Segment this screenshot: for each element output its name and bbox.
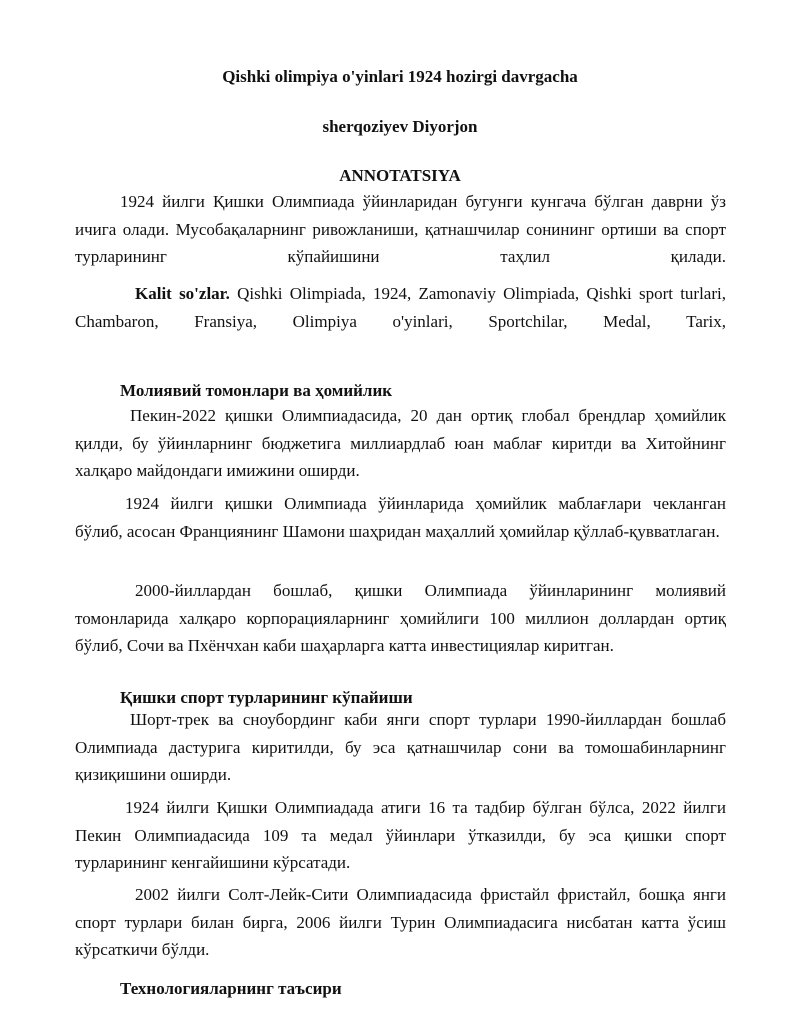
keywords-paragraph bbox=[75, 280, 726, 335]
document-title: Qishki olimpiya o'yinlari 1924 hozirgi davrgacha bbox=[222, 67, 578, 86]
finance-paragraph-1: Пекин-2022 қишки Олимпиадасида, 20 дан ортиқ глобал брендлар ҳомийлик қилди, бу ўйинларнинг бюджетига миллиардлаб юан маблағ киритди ва Хитойнинг халқаро майдондаги имижини оширди. bbox=[75, 406, 726, 480]
abstract-paragraph: 1924 йилги Қишки Олимпиада ўйинларидан бугунги кунгача бўлган даврни ўз ичига олади. Мусобақаларнинг ривожланиши, қатнашчилар сонининг ортиши ва спорт турларининг кўпайишини таҳлил қилади. bbox=[75, 192, 726, 266]
section-heading-sports-growth: Қишки спорт турларининг кўпайиши bbox=[120, 688, 413, 707]
document-author: sherqoziyev Diyorjon bbox=[322, 117, 478, 136]
sports-paragraph-3: 2002 йилги Солт-Лейк-Сити Олимпиадасида фристайл фристайл, бошқа янги спорт турлари билан бирга, 2006 йилги Турин Олимпиадасига нисбатан катта ўсиш кўрсаткичи бўлди. bbox=[75, 885, 726, 959]
annotation-heading: ANNOTATSIYA bbox=[339, 166, 461, 185]
finance-paragraph-2: 1924 йилги қишки Олимпиада ўйинларида ҳомийлик маблағлари чекланган бўлиб, асосан Франциянинг Шамони шаҳридан маҳаллий ҳомийлар қўллаб-қувватлаган. bbox=[75, 494, 726, 541]
keywords-label: Kalit so'zlar. bbox=[135, 284, 230, 303]
sports-paragraph-1: Шорт-трек ва сноубординг каби янги спорт турлари 1990-йиллардан бошлаб Олимпиада дастурига киритилди, бу эса қатнашчилар сони ва томошабинларнинг қизиқишини оширди. bbox=[75, 710, 726, 784]
sports-paragraph-2: 1924 йилги Қишки Олимпиадада атиги 16 та тадбир бўлган бўлса, 2022 йилги Пекин Олимпиадасида 109 та медал ўйинлари ўтказилди, бу эса қишки спорт турларининг кенгайишини кўрсатади. bbox=[75, 798, 726, 872]
finance-paragraph-3: 2000-йиллардан бошлаб, қишки Олимпиада ўйинларининг молиявий томонларида халқаро корпорацияларнинг ҳомийлиги 100 миллион доллардан ортиқ бўлиб, Сочи ва Пхёнчхан каби шаҳарларга катта инвестициялар киритган. bbox=[75, 581, 726, 655]
section-heading-finance: Молиявий томонлари ва ҳомийлик bbox=[120, 381, 393, 400]
section-heading-technology: Технологияларнинг таъсири bbox=[120, 979, 342, 998]
keywords-list: Qishki Olimpiada, 1924, Zamonaviy Olimpiada, Qishki sport turlari, Chambaron, Fransiya, Olimpiya o'yinlari, Sportchilar, Medal, Tarix, bbox=[75, 284, 726, 331]
